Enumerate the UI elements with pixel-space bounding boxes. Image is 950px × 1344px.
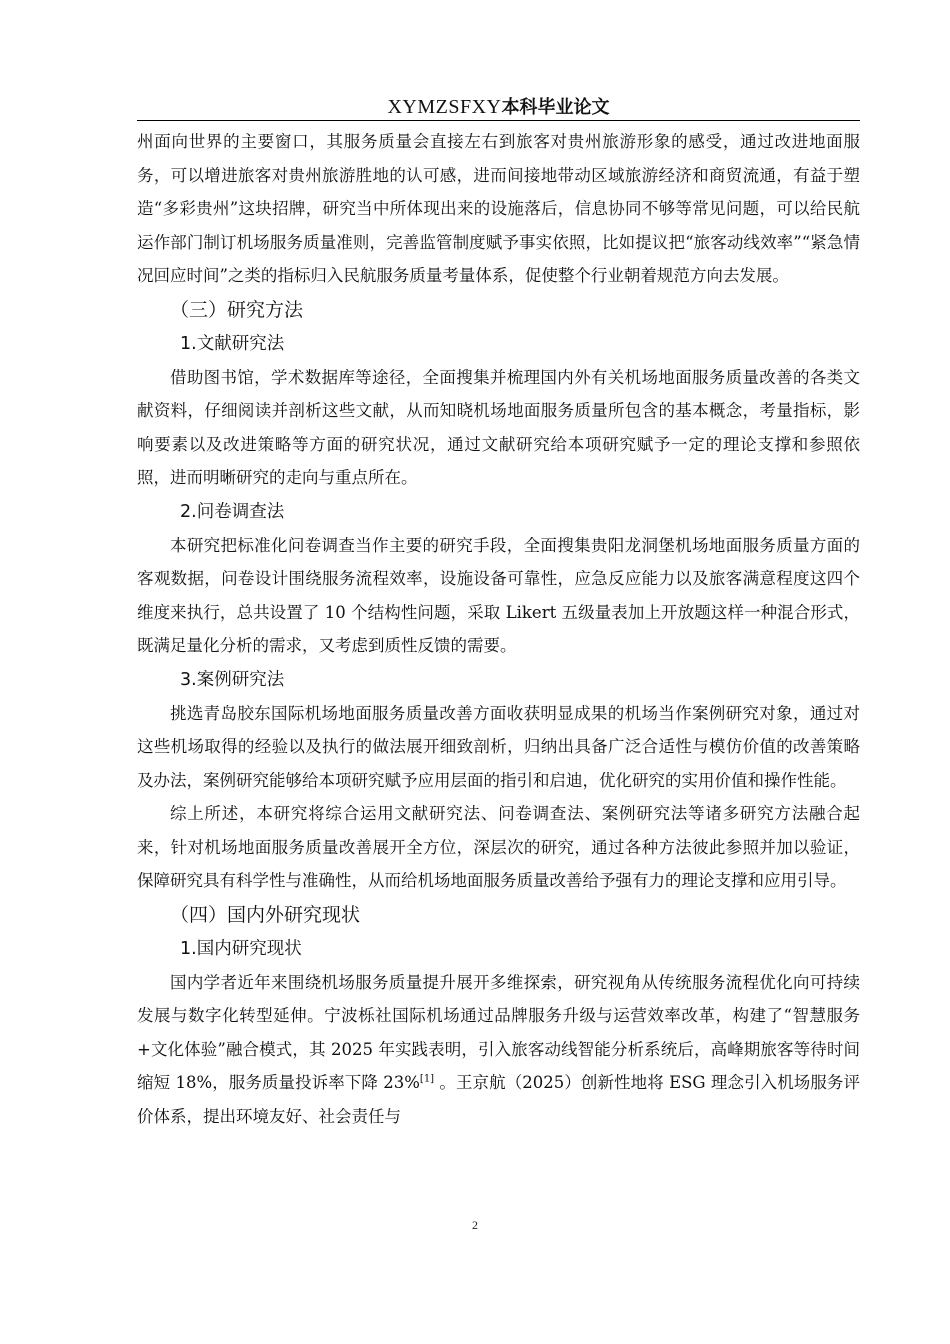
section-heading-research-status: （四）国内外研究现状: [170, 903, 361, 926]
body-content: [137, 125, 860, 1133]
paragraph-domestic-status: [137, 966, 860, 1134]
subheading-questionnaire-method: 2.问卷调查法: [180, 501, 285, 522]
subheading-domestic-status: 1.国内研究现状: [180, 938, 302, 959]
domestic-status-tail: 。王京航（2025）创新性地将 ESG 理念引入机场服务评价体系，提出环境友好、社会责任与: [137, 1073, 860, 1126]
header-code: XYMZSFXY: [387, 96, 502, 118]
paragraph-case-method: 挑选青岛胶东国际机场地面服务质量改善方面收获明显成果的机场当作案例研究对象，通过对这些机场取得的经验以及执行的做法展开细致剖析，归纳出具备广泛合适性与模仿价值的改善策略及办法，案例研究能够给本项研究赋予应用层面的指引和启迪，优化研究的实用价值和操作性能。: [137, 703, 860, 790]
subheading-case-method: 3.案例研究法: [180, 669, 285, 690]
running-header: [137, 92, 860, 121]
paragraph-questionnaire-method: 本研究把标准化问卷调查当作主要的研究手段，全面搜集贵阳龙洞堡机场地面服务质量方面的客观数据，问卷设计围绕服务流程效率，设施设备可靠性，应急反应能力以及旅客满意程度这四个维度来执行，总共设置了 10 个结构性问题，采取 Likert 五级量表加上开放题这样一种混合形式，既满足量化分析的需求，又考虑到质性反馈的需要。: [137, 535, 860, 655]
header-label: 本科毕业论文: [501, 97, 610, 118]
section-heading-research-methods: （三）研究方法: [170, 298, 304, 321]
subheading-literature-method: 1.文献研究法: [180, 333, 285, 354]
paragraph-intro-continuation: 州面向世界的主要窗口，其服务质量会直接左右到旅客对贵州旅游形象的感受，通过改进地面服务，可以增进旅客对贵州旅游胜地的认可感，进而间接地带动区域旅游经济和商贸流通，有益于塑造“多彩贵州”这块招牌，研究当中所体现出来的设施落后，信息协同不够等常见问题，可以给民航运作部门制订机场服务质量准则，完善监管制度赋予事实依照，比如提议把“旅客动线效率”“紧急情况回应时间”之类的指标归入民航服务质量考量体系，促使整个行业朝着规范方向去发展。: [137, 132, 860, 285]
domestic-status-text: 国内学者近年来围绕机场服务质量提升展开多维探索，研究视角从传统服务流程优化向可持续发展与数字化转型延伸。宁波栎社国际机场通过品牌服务升级与运营效率改革，构建了“智慧服务+文化体验”融合模式，其 2025 年实践表明，引入旅客动线智能分析系统后，高峰期旅客等待时间缩短 18%，服务质量投诉率下降 23%: [137, 972, 860, 1092]
citation-marker: [1]: [419, 1073, 435, 1085]
paragraph-literature-method: 借助图书馆，学术数据库等途径，全面搜集并梳理国内外有关机场地面服务质量改善的各类文献资料，仔细阅读并剖析这些文献，从而知晓机场地面服务质量所包含的基本概念，考量指标，影响要素以及改进策略等方面的研究状况，通过文献研究给本项研究赋予一定的理论支撑和参照依照，进而明晰研究的走向与重点所在。: [137, 367, 860, 487]
page-number: 2: [472, 1218, 478, 1232]
paragraph-methods-summary: 综上所述，本研究将综合运用文献研究法、问卷调查法、案例研究法等诸多研究方法融合起来，针对机场地面服务质量改善展开全方位，深层次的研究，通过各种方法彼此参照并加以验证，保障研究具有科学性与准确性，从而给机场地面服务质量改善给予强有力的理论支撑和应用引导。: [137, 804, 860, 890]
